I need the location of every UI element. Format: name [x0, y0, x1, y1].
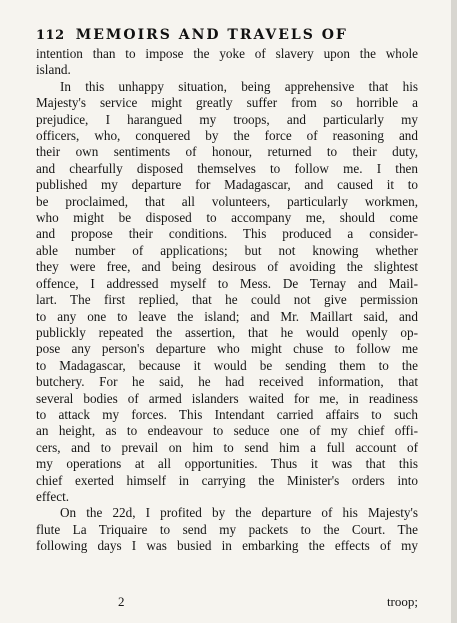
- text-line: several bodies of armed islanders waited for me, in readiness: [36, 390, 418, 406]
- text-line: and chearfully disposed themselves to follow me. I then: [36, 160, 418, 176]
- text-line: they were free, and being desirous of avoiding the slightest: [36, 259, 418, 275]
- text-line: my operations at all opportunities. Thus it was that this: [36, 456, 418, 472]
- text-line: to attack my forces. This Intendant carried affairs to such: [36, 406, 418, 422]
- text-line: cers, and to prevail on him to send him a full account of: [36, 439, 418, 455]
- text-line: published my departure for Madagascar, and caused it to: [36, 177, 418, 193]
- text-line: chief exerted himself in carrying the Minister's orders into: [36, 472, 418, 488]
- text-line: lart. The first replied, that he could not give permission: [36, 292, 418, 308]
- text-line: pose any person's departure who might chuse to follow me: [36, 341, 418, 357]
- text-line: and propose their conditions. This produced a consider-: [36, 226, 418, 242]
- text-line: be proclaimed, that all volunteers, particularly workmen,: [36, 193, 418, 209]
- paragraph: [36, 79, 418, 506]
- running-title: MEMOIRS AND TRAVELS OF: [75, 27, 348, 43]
- text-line: officers, who, conquered by the force of reasoning and: [36, 128, 418, 144]
- text-line: able number of applications; but not knowing whether: [36, 242, 418, 258]
- text-line: following days I was busied in embarking the effects of my: [36, 538, 418, 554]
- paragraph: [36, 46, 418, 79]
- signature-mark: 2: [118, 594, 125, 609]
- text-line: effect.: [36, 488, 70, 504]
- text-line: Majesty's service might greatly suffer from so horrible a: [36, 95, 418, 111]
- text-line: who might be disposed to accompany me, should come: [36, 210, 418, 226]
- text-line: island.: [36, 62, 71, 78]
- text-line: prejudice, I harangued my troops, and particularly my: [36, 111, 418, 127]
- text-line: an height, as to endeavour to seduce one of my chief offi-: [36, 423, 418, 439]
- text-line: to Madagascar, because it would be sending them to the: [36, 357, 418, 373]
- text-line: flute La Triquaire to send my packets to the Court. The: [36, 521, 418, 537]
- text-line: In this unhappy situation, being apprehensive that his: [60, 78, 418, 94]
- page-number: 112: [36, 28, 65, 43]
- text-line: their own sentiments of honour, returned to their duty,: [36, 144, 418, 160]
- body-text: [36, 46, 418, 555]
- text-line: offence, I addressed myself to Mess. De Ternay and Mail-: [36, 275, 418, 291]
- text-line: butchery. For he said, he had received information, that: [36, 374, 418, 390]
- catchword: troop;: [386, 594, 418, 609]
- text-line: publickly repeated the assertion, that he would openly op-: [36, 324, 418, 340]
- text-line: to any one to leave the island; and Mr. Maillart said, and: [36, 308, 418, 324]
- text-line: intention than to impose the yoke of slavery upon the whole: [36, 46, 418, 61]
- page-header: [36, 24, 416, 43]
- paragraph: [36, 505, 418, 554]
- text-line: On the 22d, I profited by the departure of his Majesty's: [60, 505, 418, 521]
